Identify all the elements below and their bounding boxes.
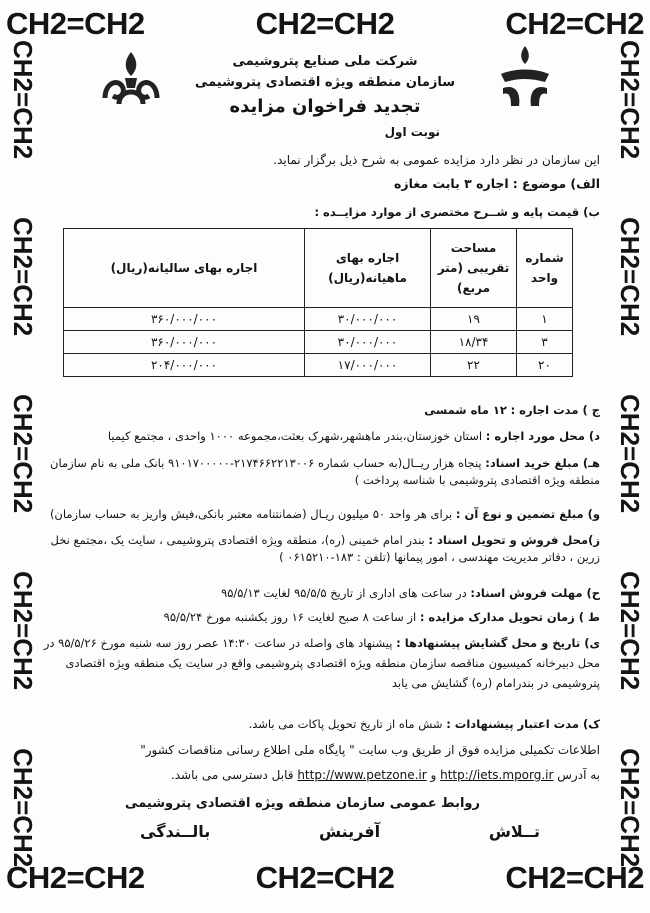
guarantee-line xyxy=(40,506,600,523)
subject-value: اجاره ۳ بابت مغازه xyxy=(394,176,509,191)
doc-fee-label: هـ) مبلغ خرید اسناد: xyxy=(485,456,600,470)
petzone-logo-icon xyxy=(495,44,555,110)
unit-number-cell: ۱ xyxy=(517,308,573,331)
table-row xyxy=(64,331,573,354)
monthly-rent-cell: ۳۰/۰۰۰/۰۰۰ xyxy=(305,308,431,331)
links-suffix: قابل دسترسی می باشد. xyxy=(170,768,294,782)
links-and: و xyxy=(430,768,437,782)
watermark-text: CH2=CH2 xyxy=(8,40,38,160)
watermark-text: CH2=CH2 xyxy=(8,748,38,868)
watermark-text: CH2=CH2 xyxy=(505,860,644,895)
watermark-right-column xyxy=(614,40,645,867)
watermark-text: CH2=CH2 xyxy=(615,571,645,691)
header-block xyxy=(150,54,500,139)
watermark-text: CH2=CH2 xyxy=(6,6,145,41)
sale-deadline-line xyxy=(40,585,600,602)
validity-value: شش ماه از تاریخ تحویل پاکات می باشد. xyxy=(248,717,443,731)
subject-label: الف) موضوع : xyxy=(512,176,600,191)
table-header-row xyxy=(64,229,573,308)
annual-rent-cell: ۲۰۴/۰۰۰/۰۰۰ xyxy=(64,354,305,377)
watermark-text: CH2=CH2 xyxy=(615,748,645,868)
slogan-growth: بالــندگی xyxy=(140,822,211,841)
area-cell: ۱۹ xyxy=(431,308,517,331)
area-cell: ۲۲ xyxy=(431,354,517,377)
watermark-text: CH2=CH2 xyxy=(8,217,38,337)
watermark-text: CH2=CH2 xyxy=(615,217,645,337)
duration-line xyxy=(40,402,600,419)
delivery-time-value: از ساعت ۸ صبح لغایت ۱۶ روز یکشنبه مورخ ۹۵/۵/۲۴ xyxy=(163,610,417,624)
delivery-time-line xyxy=(40,609,600,626)
slogan-effort: تــلاش xyxy=(488,822,540,841)
page-title: تجدید فراخوان مزایده xyxy=(229,96,421,117)
base-price-heading: ب) قیمت پایه و شــرح مختصری از موارد مزایــده : xyxy=(314,205,600,219)
round-label: نوبت اول xyxy=(384,125,440,139)
column-header-unit-number: شماره واحد xyxy=(517,229,573,308)
petzone-link[interactable]: http://www.petzone.ir xyxy=(297,768,427,782)
location-line xyxy=(40,428,600,445)
area-cell: ۱۸/۳۴ xyxy=(431,331,517,354)
column-header-area: مساحت تقریبی (متر مربع) xyxy=(431,229,517,308)
organization-name: سازمان منطقه ویژه اقتصادی پتروشیمی xyxy=(194,75,456,90)
monthly-rent-cell: ۳۰/۰۰۰/۰۰۰ xyxy=(305,331,431,354)
footer-slogans xyxy=(140,822,540,841)
validity-label: ک) مدت اعتبار پیشنهادات : xyxy=(446,717,600,731)
delivery-time-label: ط ) زمان تحویل مدارک مزایده : xyxy=(419,610,600,624)
location-value: استان خوزستان،بندر ماهشهر،شهرک بعثت،مجموعه ۱۰۰۰ واحدی ، مجتمع کیمیا xyxy=(107,429,483,443)
column-header-annual-rent: اجاره بهای سالیانه(ریال) xyxy=(64,229,305,308)
watermark-left-column xyxy=(7,40,38,867)
sale-place-label: ز)محل فروش و تحویل اسناد : xyxy=(428,533,600,547)
watermark-text: CH2=CH2 xyxy=(8,571,38,691)
watermark-top-row xyxy=(0,6,650,42)
links-line xyxy=(40,767,600,784)
more-info-line: اطلاعات تکمیلی مزایده فوق از طریق وب سایت " پایگاه ملی اطلاع رسانی مناقصات کشور" xyxy=(140,743,600,757)
sale-place-line xyxy=(40,532,600,566)
unit-number-cell: ۳ xyxy=(517,331,573,354)
watermark-text: CH2=CH2 xyxy=(255,6,395,41)
table-row xyxy=(64,354,573,377)
annual-rent-cell: ۳۶۰/۰۰۰/۰۰۰ xyxy=(64,308,305,331)
sale-place-value: بندر امام خمینی (ره)، منطقه ویژه اقتصادی پتروشیمی ، سایت یک ،مجتمع نخل زرین ، دفاتر مدیریت مهندسی ، امور پیمانها (تلفن : ۱۸۳-۰۶۱۵۲۱۰ ) xyxy=(50,533,600,564)
units-table xyxy=(63,228,573,377)
unit-number-cell: ۲۰ xyxy=(517,354,573,377)
iets-link[interactable]: http://iets.mporg.ir xyxy=(440,768,554,782)
watermark-text: CH2=CH2 xyxy=(8,394,38,514)
subject-line xyxy=(40,175,600,192)
table-row xyxy=(64,308,573,331)
intro-text: این سازمان در نظر دارد مزایده عمومی به شرح ذیل برگزار نماید. xyxy=(273,153,600,167)
watermark-text: CH2=CH2 xyxy=(6,860,145,895)
duration-label: ج ) مدت اجاره : xyxy=(510,403,600,417)
doc-fee-value: پنجاه هزار ریــال(به حساب شماره ۲۱۷۴۶۶۲۲۱۳۰۰۶-۹۱۰۱۷۰۰۰۰۰ بانک ملی به نام سازمان منطقه ویژه اقتصادی پتروشیمی با شناسه پرداخت ) xyxy=(50,456,600,487)
guarantee-value: برای هر واحد ۵۰ میلیون ریـال (ضمانتنامه معتبر بانکی،فیش واریز به حساب سازمان) xyxy=(49,507,453,521)
watermark-bottom-row xyxy=(0,860,650,896)
opening-value: پیشنهاد های واصله در ساعت ۱۴:۳۰ عصر روز سه شنبه مورخ ۹۵/۵/۲۶ در محل دبیرخانه کمیسیون مناقصه سازمان منطقه ویژه اقتصادی پتروشیمی واقع در سایت یک منطقه ویژه اقتصادی پتروشیمی در بندرامام (ره) گشایش می یابد xyxy=(43,636,600,690)
watermark-text: CH2=CH2 xyxy=(255,860,395,895)
slogan-creation: آفرینش xyxy=(319,822,381,841)
watermark-text: CH2=CH2 xyxy=(505,6,644,41)
opening-label: ی) تاریخ و محل گشایش پیشنهادها : xyxy=(396,636,600,650)
location-label: د) محل مورد اجاره : xyxy=(485,429,600,443)
column-header-monthly-rent: اجاره بهای ماهیانه(ریال) xyxy=(305,229,431,308)
validity-line xyxy=(40,716,600,733)
public-relations-signature: روابط عمومی سازمان منطقه ویژه اقتصادی پتروشیمی xyxy=(125,796,480,811)
opening-line xyxy=(40,633,600,693)
sale-deadline-value: در ساعت های اداری از تاریخ ۹۵/۵/۵ لغایت ۹۵/۵/۱۳ xyxy=(221,586,467,600)
company-name: شرکت ملی صنایع پتروشیمی xyxy=(232,54,418,69)
guarantee-label: و) مبلغ تضمین و نوع آن : xyxy=(455,507,600,521)
watermark-text: CH2=CH2 xyxy=(615,394,645,514)
doc-fee-line xyxy=(40,455,600,489)
sale-deadline-label: ح) مهلت فروش اسناد: xyxy=(470,586,600,600)
monthly-rent-cell: ۱۷/۰۰۰/۰۰۰ xyxy=(305,354,431,377)
links-prefix: به آدرس xyxy=(557,768,600,782)
watermark-text: CH2=CH2 xyxy=(615,40,645,160)
annual-rent-cell: ۳۶۰/۰۰۰/۰۰۰ xyxy=(64,331,305,354)
duration-value: ۱۲ ماه شمسی xyxy=(424,403,507,417)
